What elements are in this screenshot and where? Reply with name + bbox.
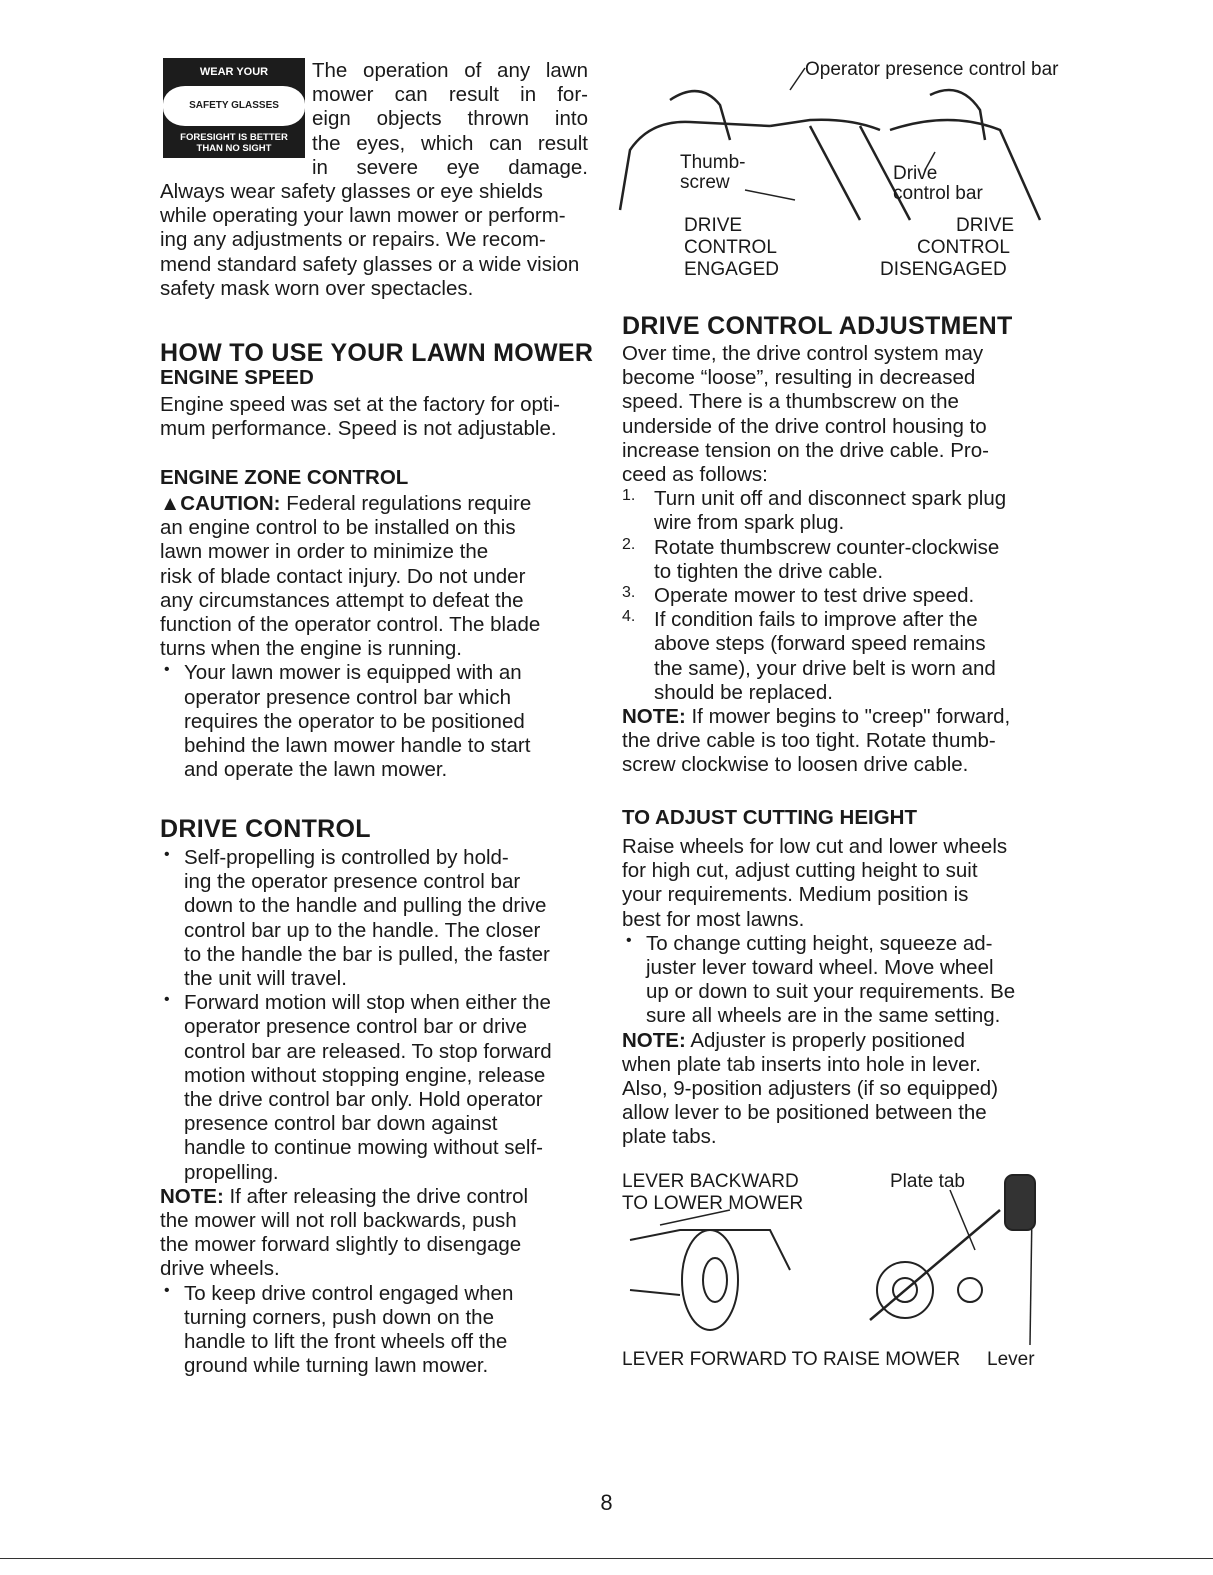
badge-line-3	[163, 132, 305, 154]
left-hand-outline	[670, 91, 730, 140]
note-first: Adjuster is properly positioned	[690, 1028, 965, 1052]
intro-line: mower can result in for-	[312, 83, 588, 107]
intro-rest	[160, 180, 590, 301]
bullet-line: turning corners, push down on the	[184, 1305, 494, 1329]
step-line: above steps (forward speed remains	[654, 632, 986, 656]
caution-line: turns when the engine is running.	[160, 637, 463, 661]
cutting-line: your requirements. Medium position is	[622, 883, 969, 907]
note-line: the mower forward slightly to disengage	[160, 1233, 522, 1257]
bullet-line: operator presence control bar or drive	[184, 1015, 527, 1039]
bullet-line: motion without stopping engine, release	[184, 1063, 546, 1087]
note-line: Also, 9-position adjusters (if so equipped)	[622, 1077, 999, 1101]
bullet-line: operator presence control bar which	[184, 685, 512, 709]
lever-backward-label-2: TO LOWER MOWER	[622, 1193, 804, 1214]
intro-rest-line: ing any adjustments or repairs. We recom-	[160, 228, 546, 252]
intro-rest-line: mend standard safety glasses or a wide vision	[160, 252, 580, 276]
bullet-line: down to the handle and pulling the drive	[184, 894, 547, 918]
step-line: the same), your drive belt is worn and	[654, 656, 996, 680]
bullet-line: • To keep drive control engaged when	[184, 1281, 514, 1305]
step-line: wire from spark plug.	[654, 511, 845, 535]
safety-glasses-badge	[163, 58, 305, 158]
step-2	[622, 536, 1052, 584]
intro-line: The operation of any lawn	[312, 59, 588, 82]
screw-label: screw	[680, 172, 730, 193]
caution-line: lawn mower in order to minimize the	[160, 540, 489, 564]
right-hand-outline	[930, 90, 985, 140]
bottom-rule	[0, 1558, 1213, 1559]
adjustment-heading: DRIVE CONTROL ADJUSTMENT	[622, 312, 1013, 340]
lever-grip	[1005, 1175, 1035, 1230]
bullet-line: handle to lift the front wheels off the	[184, 1330, 508, 1354]
cutting-note-first	[622, 1029, 1052, 1053]
bullet-line: • To change cutting height, squeeze ad-	[646, 931, 993, 955]
bullet-line: ing the operator presence control bar	[184, 870, 521, 894]
bullet-line: handle to continue mowing without self-	[184, 1136, 543, 1160]
step-number: 1.	[622, 487, 636, 505]
note-label: NOTE:	[160, 1184, 224, 1208]
note-line: drive wheels.	[160, 1257, 280, 1281]
center-handle-stroke	[810, 126, 860, 220]
engaged-line-1: DRIVE	[684, 215, 743, 236]
drive-bar-label-2: control bar	[893, 183, 983, 204]
adjustment-line: ceed as follows:	[622, 463, 768, 487]
thumbscrew-pointer	[745, 190, 795, 200]
operator-bar-bullet	[160, 661, 600, 782]
bullet-line: control bar up to the handle. The closer	[184, 918, 541, 942]
bullet-line: up or down to suit your requirements. Be	[646, 980, 1016, 1004]
note-line: allow lever to be positioned between the	[622, 1101, 987, 1125]
intro-rest-line: safety mask worn over spectacles.	[160, 276, 474, 300]
bullet-line: the drive control bar only. Hold operator	[184, 1088, 543, 1112]
engine-zone-control-heading: ENGINE ZONE CONTROL	[160, 466, 409, 489]
note-label: NOTE:	[622, 1028, 686, 1052]
caution-line: an engine control to be installed on this	[160, 516, 516, 540]
step-line: Turn unit off and disconnect spark plug	[654, 487, 1007, 511]
step-1	[622, 487, 1052, 535]
step-number: 3.	[622, 584, 636, 602]
thumb-label: Thumb-	[680, 152, 746, 173]
wheel-hub-left	[703, 1258, 727, 1302]
step-line: If condition fails to improve after the	[654, 608, 978, 632]
step-3	[622, 584, 1052, 608]
bullet-line: • Forward motion will stop when either the	[184, 991, 551, 1015]
badge-line-4-text: THAN NO SIGHT	[196, 143, 272, 154]
note-first: If after releasing the drive control	[229, 1184, 529, 1208]
step-number: 4.	[622, 608, 636, 626]
intro-lines	[312, 59, 588, 180]
deck-bottom	[630, 1290, 680, 1295]
bullet-line: the unit will travel.	[184, 967, 347, 991]
disengaged-line-1: DRIVE	[956, 215, 1015, 236]
badge-line-1: WEAR YOUR	[199, 66, 269, 78]
drive-bullet-3	[160, 1282, 600, 1379]
step-number: 2.	[622, 535, 636, 553]
badge-line-2: SAFETY GLASSES	[163, 86, 305, 126]
deck-outline	[630, 1230, 790, 1270]
engaged-line-2: CONTROL	[684, 237, 777, 258]
cutting-bullet	[622, 932, 1052, 1029]
note-first: If mower begins to "creep" forward,	[691, 705, 1011, 729]
disengaged-line-3: DISENGAGED	[880, 259, 1007, 280]
intro-line: in severe eye damage.	[312, 155, 588, 179]
engine-speed-line: Engine speed was set at the factory for opti-	[160, 393, 560, 416]
bullet-line: to the handle the bar is pulled, the faster	[184, 942, 550, 966]
engine-speed-text	[160, 393, 600, 441]
drive-bar-label-1: Drive	[893, 163, 938, 184]
caution-line: risk of blade contact injury. Do not under	[160, 564, 526, 588]
drive-note-first	[160, 1185, 600, 1209]
caution-first-line	[160, 492, 600, 516]
operator-bar-pointer	[790, 68, 805, 90]
lever-outline	[870, 1210, 1000, 1320]
drive-bullet-2	[160, 991, 600, 1185]
step-4	[622, 608, 1052, 705]
how-to-use-heading: HOW TO USE YOUR LAWN MOWER	[160, 339, 594, 367]
caution-label: CAUTION:	[180, 492, 281, 515]
bullet-line: propelling.	[184, 1160, 279, 1184]
adjustment-line: underside of the drive control housing to	[622, 414, 987, 438]
drive-control-body	[160, 846, 600, 1378]
plate-tab-label: Plate tab	[890, 1171, 965, 1192]
step-line: to tighten the drive cable.	[654, 559, 884, 583]
adjuster-hole	[958, 1278, 982, 1302]
caution-icon: ▲	[160, 492, 181, 515]
drive-bullet-1	[160, 846, 600, 991]
adjustment-body	[622, 342, 1052, 778]
cutting-line: for high cut, adjust cutting height to suit	[622, 859, 978, 883]
adjustment-note-first	[622, 705, 1052, 729]
note-line: plate tabs.	[622, 1125, 717, 1149]
engaged-line-3: ENGAGED	[684, 259, 780, 280]
bullet-line: presence control bar down against	[184, 1112, 498, 1136]
bullet-line: juster lever toward wheel. Move wheel	[646, 956, 994, 980]
operator-bar-label: Operator presence control bar	[805, 59, 1059, 80]
bullet-line: and operate the lawn mower.	[184, 758, 448, 782]
intro-rest-line: Always wear safety glasses or eye shields	[160, 180, 543, 203]
adjustment-line: become “loose”, resulting in decreased	[622, 366, 976, 390]
wheel-left-outline	[682, 1230, 738, 1330]
drive-control-heading: DRIVE CONTROL	[160, 815, 371, 843]
adjustment-line: increase tension on the drive cable. Pro-	[622, 438, 989, 462]
bullet-line: control bar are released. To stop forward	[184, 1039, 552, 1063]
bullet-line: • Self-propelling is controlled by hold-	[184, 846, 509, 869]
bullet-line: • Your lawn mower is equipped with an	[184, 661, 522, 685]
adjustment-line: Over time, the drive control system may	[622, 342, 984, 365]
caution-line: function of the operator control. The blade	[160, 613, 541, 637]
lever-forward-label: LEVER FORWARD TO RAISE MOWER	[622, 1349, 961, 1370]
step-line: Rotate thumbscrew counter-clockwise	[654, 535, 1000, 559]
intro-line: eign objects thrown into	[312, 107, 588, 131]
caution-block	[160, 492, 600, 782]
cutting-height-body	[622, 835, 1052, 1150]
adjustment-line: speed. There is a thumbscrew on the	[622, 390, 959, 414]
cutting-line: best for most lawns.	[622, 907, 805, 931]
caution-first: Federal regulations require	[286, 492, 532, 515]
bullet-line: sure all wheels are in the same setting.	[646, 1004, 1001, 1028]
note-line: the mower will not roll backwards, push	[160, 1209, 517, 1233]
engine-speed-line: mum performance. Speed is not adjustable.	[160, 417, 557, 441]
step-line: should be replaced.	[654, 680, 833, 704]
intro-line: the eyes, which can result	[312, 131, 588, 155]
step-line: Operate mower to test drive speed.	[654, 584, 975, 608]
note-line: the drive cable is too tight. Rotate thumb-	[622, 729, 996, 753]
note-line: when plate tab inserts into hole in lever.	[622, 1052, 981, 1076]
operator-bar-outline	[770, 120, 880, 130]
badge-line-3-text: FORESIGHT IS BETTER	[180, 132, 288, 143]
lever-backward-label-1: LEVER BACKWARD	[622, 1171, 799, 1192]
engine-speed-heading: ENGINE SPEED	[160, 366, 314, 389]
lever-label: Lever	[987, 1349, 1035, 1370]
note-label: NOTE:	[622, 705, 686, 729]
bullet-line: behind the lawn mower handle to start	[184, 734, 531, 758]
intro-rest-line: while operating your lawn mower or perform-	[160, 204, 566, 228]
bullet-line: requires the operator to be positioned	[184, 709, 525, 733]
bullet-line: ground while turning lawn mower.	[184, 1354, 489, 1378]
disengaged-line-2: CONTROL	[917, 237, 1010, 258]
caution-line: any circumstances attempt to defeat the	[160, 588, 524, 612]
page-number: 8	[600, 1490, 613, 1515]
note-line: screw clockwise to loosen drive cable.	[622, 753, 969, 777]
cutting-line: Raise wheels for low cut and lower wheels	[622, 835, 1008, 858]
cutting-height-heading: TO ADJUST CUTTING HEIGHT	[622, 806, 917, 829]
